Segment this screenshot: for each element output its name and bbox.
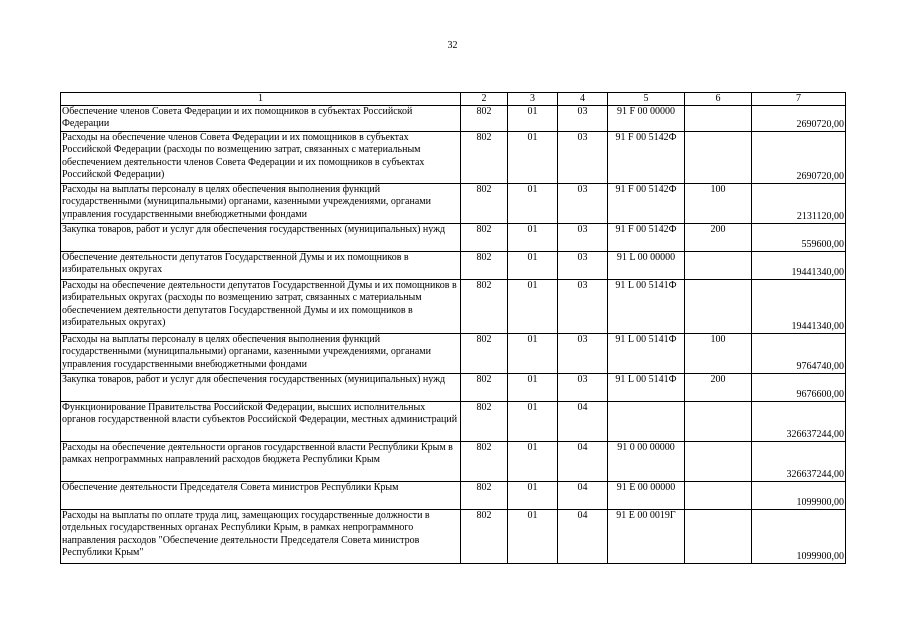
row-csr: 91 L 00 5141Ф	[608, 374, 685, 402]
row-name: Расходы на выплаты персоналу в целях обеспечения выполнения функций государственными (муниципальными) органами, казенными учреждениями, органами управления государственными внебюджетными фондами	[61, 184, 461, 224]
table-row	[61, 374, 846, 402]
row-vr	[685, 132, 752, 184]
row-csr: 91 F 00 5142Ф	[608, 184, 685, 224]
row-name: Расходы на выплаты персоналу в целях обеспечения выполнения функций государственными (муниципальными) органами, казенными учреждениями, органами управления государственными внебюджетными фондами	[61, 334, 461, 374]
row-name: Обеспечение деятельности депутатов Государственной Думы и их помощников в избирательных округах	[61, 252, 461, 280]
table-row	[61, 402, 846, 442]
row-rz: 01	[508, 106, 558, 132]
row-ved: 802	[461, 374, 508, 402]
row-pr: 03	[558, 374, 608, 402]
row-ved: 802	[461, 280, 508, 334]
row-rz: 01	[508, 280, 558, 334]
row-csr	[608, 402, 685, 442]
table-row	[61, 280, 846, 334]
row-sum: 326637244,00	[752, 442, 846, 482]
row-csr: 91 F 00 00000	[608, 106, 685, 132]
column-header: 4	[558, 93, 608, 106]
table-row	[61, 510, 846, 564]
column-header: 3	[508, 93, 558, 106]
row-rz: 01	[508, 132, 558, 184]
row-sum: 559600,00	[752, 224, 846, 252]
table-row	[61, 106, 846, 132]
row-csr: 91 F 00 5142Ф	[608, 224, 685, 252]
row-ved: 802	[461, 132, 508, 184]
row-name: Функционирование Правительства Российской Федерации, высших исполнительных органов государственной власти субъектов Российской Федерации, местных администраций	[61, 402, 461, 442]
row-csr: 91 L 00 5141Ф	[608, 280, 685, 334]
row-vr	[685, 106, 752, 132]
row-pr: 03	[558, 334, 608, 374]
row-vr	[685, 442, 752, 482]
row-name: Расходы на обеспечение деятельности органов государственной власти Республики Крым в рамках непрограммных направлений расходов бюджета Республики Крым	[61, 442, 461, 482]
row-vr: 200	[685, 224, 752, 252]
row-pr: 04	[558, 442, 608, 482]
row-pr: 03	[558, 280, 608, 334]
column-header: 2	[461, 93, 508, 106]
row-rz: 01	[508, 224, 558, 252]
row-sum: 1099900,00	[752, 510, 846, 564]
table-row	[61, 442, 846, 482]
row-csr: 91 F 00 5142Ф	[608, 132, 685, 184]
row-sum: 2690720,00	[752, 132, 846, 184]
row-rz: 01	[508, 402, 558, 442]
row-ved: 802	[461, 402, 508, 442]
row-ved: 802	[461, 482, 508, 510]
row-pr: 03	[558, 132, 608, 184]
row-sum: 19441340,00	[752, 252, 846, 280]
row-vr	[685, 402, 752, 442]
budget-table	[60, 92, 846, 564]
row-csr: 91 L 00 5141Ф	[608, 334, 685, 374]
column-header: 5	[608, 93, 685, 106]
row-ved: 802	[461, 442, 508, 482]
page-number: 32	[447, 40, 458, 51]
row-sum: 326637244,00	[752, 402, 846, 442]
row-vr	[685, 510, 752, 564]
row-vr	[685, 482, 752, 510]
row-name: Расходы на выплаты по оплате труда лиц, замещающих государственные должности в отдельных государственных органах Республики Крым, в рамках непрограммного направления расходов "Обеспечение деятельности Председателя Совета министров Республики Крым"	[61, 510, 461, 564]
row-vr: 100	[685, 184, 752, 224]
column-header: 7	[752, 93, 846, 106]
table-row	[61, 482, 846, 510]
row-rz: 01	[508, 252, 558, 280]
row-vr: 100	[685, 334, 752, 374]
row-ved: 802	[461, 184, 508, 224]
row-pr: 04	[558, 482, 608, 510]
row-pr: 04	[558, 402, 608, 442]
row-rz: 01	[508, 374, 558, 402]
row-sum: 9676600,00	[752, 374, 846, 402]
row-csr: 91 0 00 00000	[608, 442, 685, 482]
row-csr: 91 Е 00 0019Г	[608, 510, 685, 564]
table-row	[61, 252, 846, 280]
table-row	[61, 132, 846, 184]
table-row	[61, 184, 846, 224]
row-pr: 03	[558, 224, 608, 252]
table-row	[61, 334, 846, 374]
row-sum: 9764740,00	[752, 334, 846, 374]
table-header-row	[61, 93, 846, 106]
row-sum: 1099900,00	[752, 482, 846, 510]
row-sum: 19441340,00	[752, 280, 846, 334]
row-rz: 01	[508, 334, 558, 374]
row-name: Расходы на обеспечение членов Совета Федерации и их помощников в субъектах Российской Федерации (расходы по возмещению затрат, связанных с материальным обеспечением деятельности членов Совета Федерации и их помощников в субъектах Российской Федерации)	[61, 132, 461, 184]
row-pr: 04	[558, 510, 608, 564]
column-header: 1	[61, 93, 461, 106]
row-vr	[685, 280, 752, 334]
row-name: Закупка товаров, работ и услуг для обеспечения государственных (муниципальных) нужд	[61, 374, 461, 402]
row-pr: 03	[558, 106, 608, 132]
row-rz: 01	[508, 510, 558, 564]
row-sum: 2690720,00	[752, 106, 846, 132]
row-rz: 01	[508, 184, 558, 224]
row-pr: 03	[558, 184, 608, 224]
row-name: Закупка товаров, работ и услуг для обеспечения государственных (муниципальных) нужд	[61, 224, 461, 252]
row-ved: 802	[461, 224, 508, 252]
row-name: Обеспечение членов Совета Федерации и их помощников в субъектах Российской Федерации	[61, 106, 461, 132]
row-csr: 91 L 00 00000	[608, 252, 685, 280]
row-name: Обеспечение деятельности Председателя Совета министров Республики Крым	[61, 482, 461, 510]
row-rz: 01	[508, 442, 558, 482]
row-name: Расходы на обеспечение деятельности депутатов Государственной Думы и их помощников в избирательных округах (расходы по возмещению затрат, связанных с материальным обеспечением деятельности депутатов Государственной Думы и их помощников в избирательных округах)	[61, 280, 461, 334]
row-pr: 03	[558, 252, 608, 280]
row-ved: 802	[461, 106, 508, 132]
row-ved: 802	[461, 252, 508, 280]
row-csr: 91 Е 00 00000	[608, 482, 685, 510]
row-rz: 01	[508, 482, 558, 510]
table-row	[61, 224, 846, 252]
column-header: 6	[685, 93, 752, 106]
row-ved: 802	[461, 334, 508, 374]
row-vr	[685, 252, 752, 280]
row-sum: 2131120,00	[752, 184, 846, 224]
row-ved: 802	[461, 510, 508, 564]
row-vr: 200	[685, 374, 752, 402]
